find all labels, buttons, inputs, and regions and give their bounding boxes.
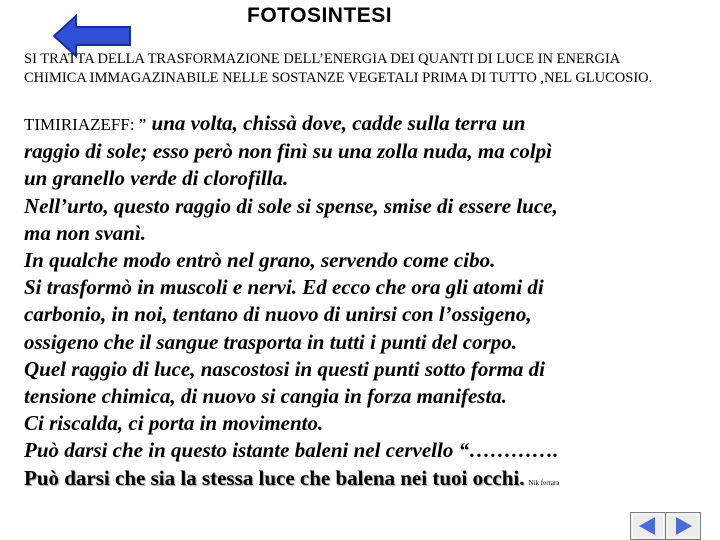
next-slide-button[interactable] (665, 512, 701, 540)
quote-block (24, 110, 674, 497)
quote-line: raggio di sole; esso però non finì su una zolla nuda, ma colpì (24, 139, 553, 164)
quote-line: un granello verde di clorofilla. (24, 166, 289, 191)
page-title: FOTOSINTESI (247, 4, 393, 27)
author-signature: Nik ferrara (528, 478, 560, 487)
quote-line: Può darsi che in questo istante baleni nel cervello “…………. (24, 438, 559, 463)
quote-last-line (24, 465, 674, 497)
quote-first-line (24, 110, 674, 138)
quote-line: Si trasformò in muscoli e nervi. Ed ecco che ora gli atomi di (24, 275, 544, 300)
intro-text: SI TRATTA DELLA TRASFORMAZIONE DELL’ENERGIA DEI QUANTI DI LUCE IN ENERGIA CHIMICA IMMAGAZINABILE NELLE SOSTANZE VEGETALI PRIMA DI TUTTO ,NEL GLUCOSIO. (24, 51, 653, 86)
quote-line: tensione chimica, di nuovo si cangia in forza manifesta. (24, 384, 508, 409)
quote-line: carbonio, in noi, tentano di nuovo di unirsi con l’ossigeno, (24, 302, 532, 327)
quote-author: TIMIRIAZEFF: ” (24, 115, 147, 134)
quote-line: In qualche modo entrò nel grano, servendo come cibo. (24, 248, 496, 273)
previous-slide-button[interactable] (630, 512, 666, 540)
intro-paragraph (24, 50, 664, 87)
quote-last-text: Può darsi che sia la stessa luce che balena nei tuoi occhi. (24, 465, 525, 490)
quote-line: Quel raggio di luce, nascostosi in questi punti sotto forma di (24, 356, 545, 381)
quote-line: ossigeno che il sangue trasporta in tutti i punti del corpo. (24, 329, 517, 354)
quote-line: Ci riscalda, ci porta in movimento. (24, 411, 324, 436)
quote-line: ma non svanì. (24, 220, 146, 245)
quote-line: Nell’urto, questo raggio di sole si spense, smise di essere luce, (24, 193, 558, 218)
quote-line: una volta, chissà dove, cadde sulla terra un (146, 111, 526, 135)
